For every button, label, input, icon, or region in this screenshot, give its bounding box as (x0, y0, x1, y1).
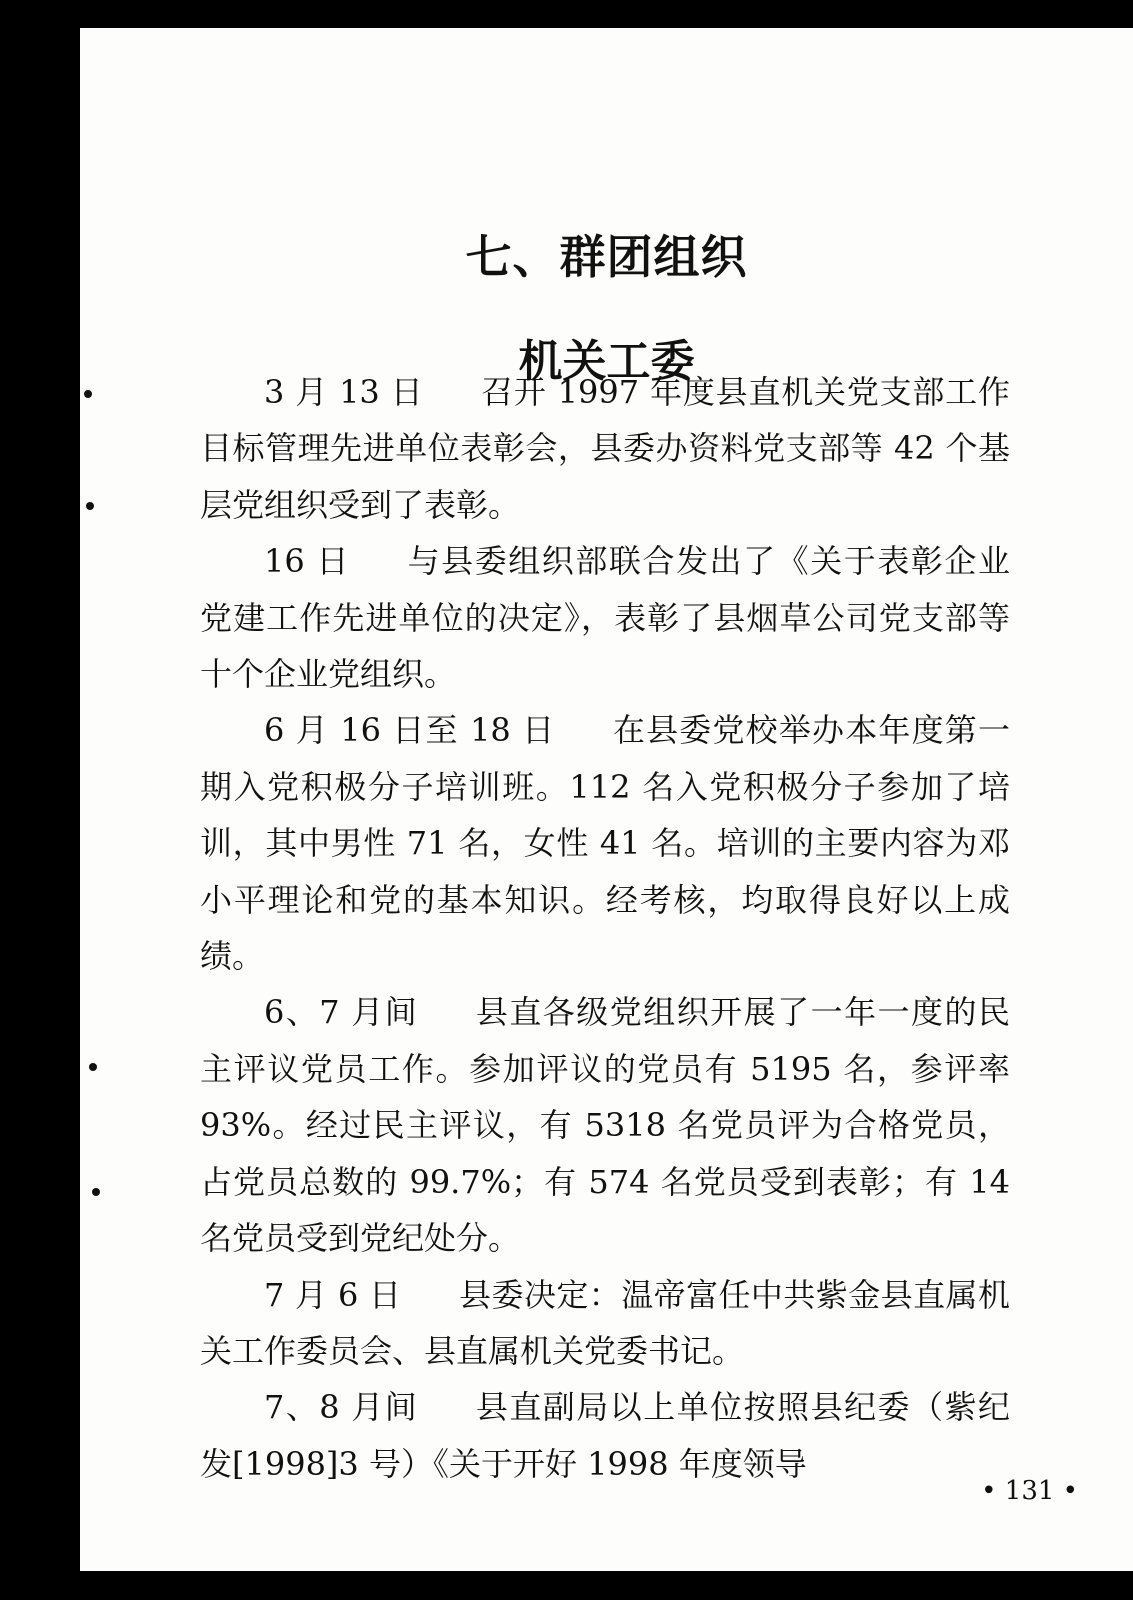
entry-text: 在县委党校举办本年度第一期入党积极分子培训班。112 名入党积极分子参加了培训，其中男性 71 名，女性 41 名。培训的主要内容为邓小平理论和党的基本知识。经考核，均取得良好以上成绩。 (200, 711, 1010, 976)
entry-date: 16 日 (264, 542, 350, 581)
scan-speck (92, 1188, 100, 1196)
entry-4 (200, 984, 1010, 1266)
entry-date: 3 月 13 日 (264, 373, 424, 411)
scan-speck (89, 1063, 97, 1071)
chapter-title: 七、群团组织 (465, 229, 748, 284)
entry-date: 7 月 6 日 (264, 1275, 402, 1314)
entry-text: 县直副局以上单位按照县纪委（紫纪发[1998]3 号）《关于开好 1998 年度领导 (200, 1388, 1010, 1483)
section-title: 机关工委 (518, 335, 695, 387)
entry-text: 与县委组织部联合发出了《关于表彰企业党建工作先进单位的决定》，表彰了县烟草公司党支部等十个企业党组织。 (200, 542, 1010, 694)
entry-text: 县直各级党组织开展了一年一度的民主评议党员工作。参加评议的党员有 5195 名，参评率 93%。经过民主评议，有 5318 名党员评为合格党员，占党员总数的 99.7%；有 574 名党员受到表彰；有 14 名党员受到党纪处分。 (200, 993, 1010, 1258)
scan-speck (86, 502, 94, 510)
entry-6 (200, 1379, 1010, 1492)
entry-3 (200, 702, 1010, 984)
body-text (200, 364, 1010, 1492)
entry-2 (200, 533, 1010, 702)
page-number: • 131 • (981, 1476, 1078, 1506)
entry-5 (200, 1267, 1010, 1380)
entry-date: 7、8 月间 (264, 1388, 419, 1427)
entry-text: 县委决定：温帝富任中共紫金县直属机关工作委员会、县直属机关党委书记。 (200, 1275, 1010, 1370)
entry-text: 召开 1997 年度县直机关党支部工作目标管理先进单位表彰会，县委办资料党支部等 42 个基层党组织受到了表彰。 (200, 373, 1010, 524)
entry-date: 6、7 月间 (264, 993, 419, 1032)
document-page (80, 28, 1133, 1571)
entry-date: 6 月 16 日至 18 日 (264, 711, 556, 750)
scan-speck (84, 390, 92, 398)
entry-1 (200, 364, 1010, 533)
